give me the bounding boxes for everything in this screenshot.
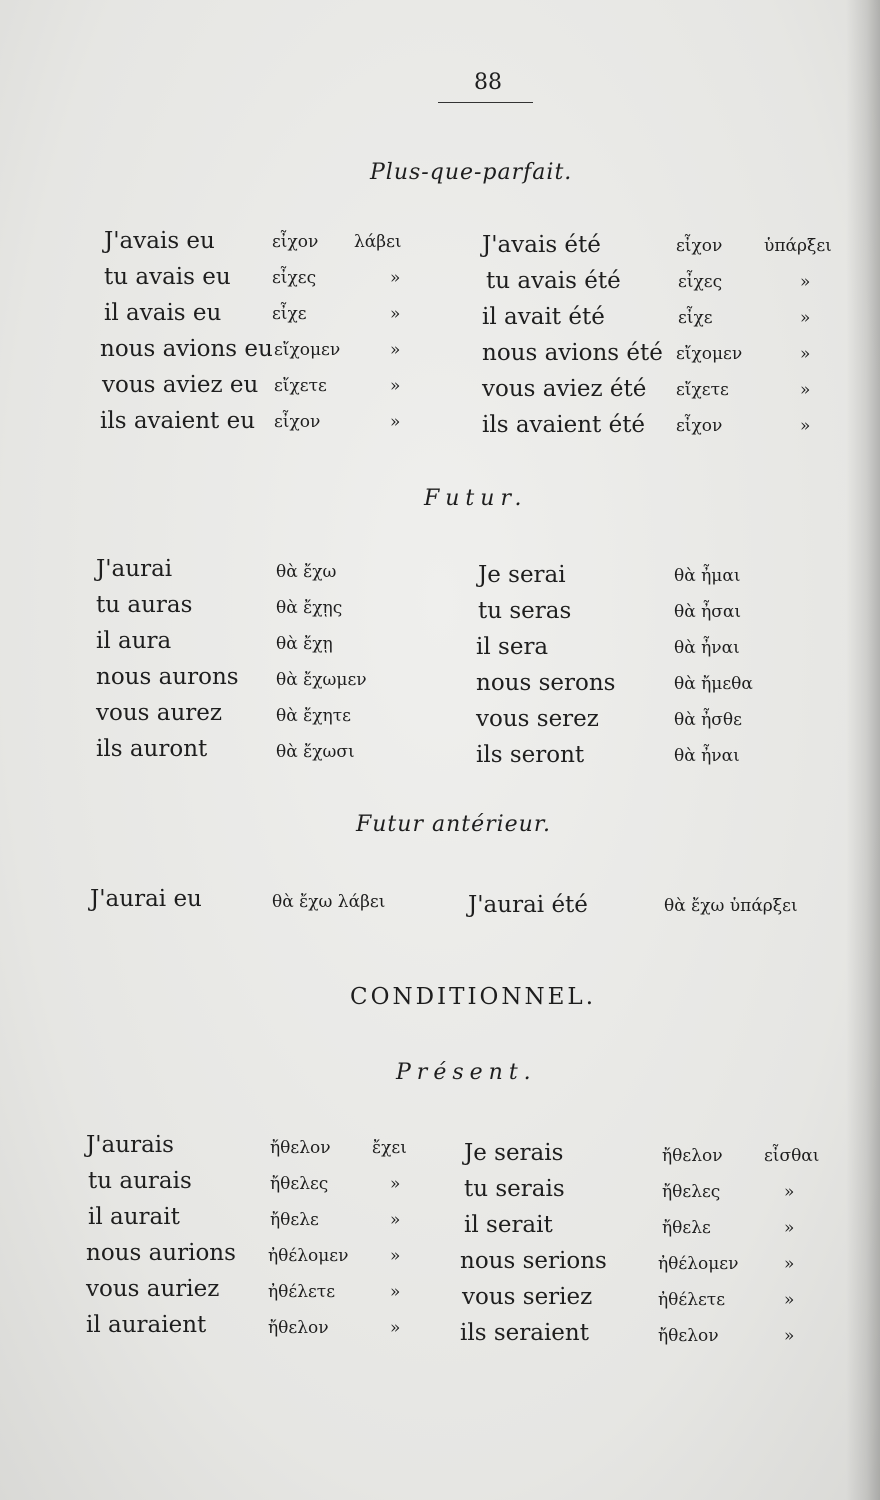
conjugation-greek: θὰ ἦμαι [674,566,741,586]
page-gutter-shadow [846,0,880,1500]
section-title-conditionnel: CONDITIONNEL. [350,984,597,1010]
ditto-mark: » [390,1282,401,1302]
conjugation-greek-aux: λάβει [354,232,402,252]
ditto-mark: » [784,1254,795,1274]
conjugation-fr: il aura [96,628,172,654]
conjugation-greek: εἶχον [272,232,319,252]
conjugation-greek: ἤθελον [268,1318,329,1338]
ditto-mark: » [390,1210,401,1230]
ditto-mark: » [390,340,401,360]
conjugation-fr: vous auriez [86,1276,220,1302]
conjugation-greek: εἶχον [676,236,723,256]
ditto-mark: » [800,308,811,328]
conjugation-greek: εἶχες [678,272,723,292]
page-number-rule [438,102,533,103]
conjugation-fr: ils seront [476,742,585,768]
conjugation-greek: θὰ ἦσθε [674,710,742,730]
conjugation-fr: J'avais eu [104,228,215,254]
conjugation-greek: ἤθελον [658,1326,719,1346]
conjugation-greek-aux: εἶσθαι [764,1146,820,1166]
conjugation-fr: J'aurai été [468,892,588,918]
conjugation-greek: θὰ ἦναι [674,638,740,658]
conjugation-fr: J'aurai eu [90,886,202,912]
page-number: 88 [474,70,502,95]
conjugation-fr: nous aurons [96,664,239,690]
conjugation-fr: tu avais eu [104,264,231,290]
ditto-mark: » [800,272,811,292]
ditto-mark: » [784,1218,795,1238]
conjugation-fr: ils avaient été [482,412,646,438]
conjugation-greek: εἴχετε [676,380,729,400]
conjugation-greek: θὰ ἔχωσι [276,742,355,762]
conjugation-greek: ἤθελες [662,1182,721,1202]
conjugation-greek: θὰ ἔχῃς [276,598,343,618]
ditto-mark: » [800,344,811,364]
section-title-futur: Futur. [424,486,528,511]
conjugation-greek: εἶχε [678,308,713,328]
conjugation-greek: θὰ ἔχωμεν [276,670,367,690]
conjugation-fr: ils seraient [460,1320,589,1346]
ditto-mark: » [390,1318,401,1338]
ditto-mark: » [800,416,811,436]
conjugation-greek: εἴχομεν [274,340,341,360]
ditto-mark: » [784,1326,795,1346]
conjugation-greek: εἶχες [272,268,317,288]
conjugation-greek: θὰ ἤμεθα [674,674,753,694]
conjugation-fr: il aurait [88,1204,180,1230]
ditto-mark: » [390,1174,401,1194]
conjugation-fr: ils avaient eu [100,408,256,434]
conjugation-greek: ἤθελον [270,1138,331,1158]
conjugation-fr: il avais eu [104,300,222,326]
conjugation-greek: θὰ ἔχω [276,562,337,582]
section-subtitle-present: Présent. [396,1060,537,1085]
conjugation-greek: θὰ ἔχω λάβει [272,892,386,912]
conjugation-greek: εἶχον [274,412,321,432]
conjugation-fr: il auraient [86,1312,207,1338]
conjugation-greek: εἶχε [272,304,307,324]
conjugation-fr: tu serais [464,1176,565,1202]
conjugation-fr: vous aurez [96,700,223,726]
conjugation-fr: J'aurais [86,1132,174,1158]
conjugation-fr: tu auras [96,592,193,618]
conjugation-greek: ἤθελε [270,1210,319,1230]
conjugation-greek: ἠθέλετε [268,1282,336,1302]
conjugation-greek: ἤθελε [662,1218,711,1238]
conjugation-greek: ἤθελες [270,1174,329,1194]
conjugation-fr: ils auront [96,736,208,762]
conjugation-fr: J'aurai [96,556,173,582]
conjugation-fr: vous seriez [462,1284,593,1310]
conjugation-greek: ἤθελον [662,1146,723,1166]
conjugation-fr: il sera [476,634,549,660]
conjugation-greek: ἠθέλετε [658,1290,726,1310]
ditto-mark: » [390,268,401,288]
ditto-mark: » [784,1290,795,1310]
conjugation-greek: θὰ ἔχητε [276,706,351,726]
conjugation-greek: εἶχον [676,416,723,436]
conjugation-fr: tu seras [478,598,572,624]
conjugation-greek: θὰ ἦσαι [674,602,742,622]
conjugation-fr: il serait [464,1212,553,1238]
conjugation-fr: tu aurais [88,1168,192,1194]
conjugation-greek: ἠθέλομεν [268,1246,349,1266]
conjugation-fr: tu avais été [486,268,621,294]
conjugation-fr: nous aurions [86,1240,236,1266]
conjugation-fr: nous serions [460,1248,607,1274]
conjugation-fr: il avait été [482,304,605,330]
conjugation-greek-aux: ἔχει [372,1138,407,1158]
ditto-mark: » [390,412,401,432]
conjugation-greek-aux: ὑπάρξει [764,236,832,256]
conjugation-greek: ἠθέλομεν [658,1254,739,1274]
ditto-mark: » [784,1182,795,1202]
conjugation-fr: nous serons [476,670,616,696]
ditto-mark: » [390,376,401,396]
ditto-mark: » [800,380,811,400]
conjugation-fr: J'avais été [482,232,601,258]
conjugation-greek: θὰ ἔχω ὑπάρξει [664,896,798,916]
section-title-futur-anterieur: Futur antérieur. [356,812,551,837]
conjugation-fr: vous serez [476,706,599,732]
ditto-mark: » [390,1246,401,1266]
conjugation-fr: Je serais [464,1140,564,1166]
conjugation-fr: vous aviez été [482,376,647,402]
conjugation-fr: Je serai [478,562,566,588]
ditto-mark: » [390,304,401,324]
conjugation-greek: εἴχετε [274,376,327,396]
conjugation-greek: θὰ ἔχῃ [276,634,333,654]
conjugation-fr: vous aviez eu [102,372,259,398]
section-title-plus-que-parfait: Plus-que-parfait. [370,160,573,185]
conjugation-fr: nous avions été [482,340,663,366]
conjugation-fr: nous avions eu [100,336,273,362]
conjugation-greek: εἴχομεν [676,344,743,364]
conjugation-greek: θὰ ἦναι [674,746,740,766]
